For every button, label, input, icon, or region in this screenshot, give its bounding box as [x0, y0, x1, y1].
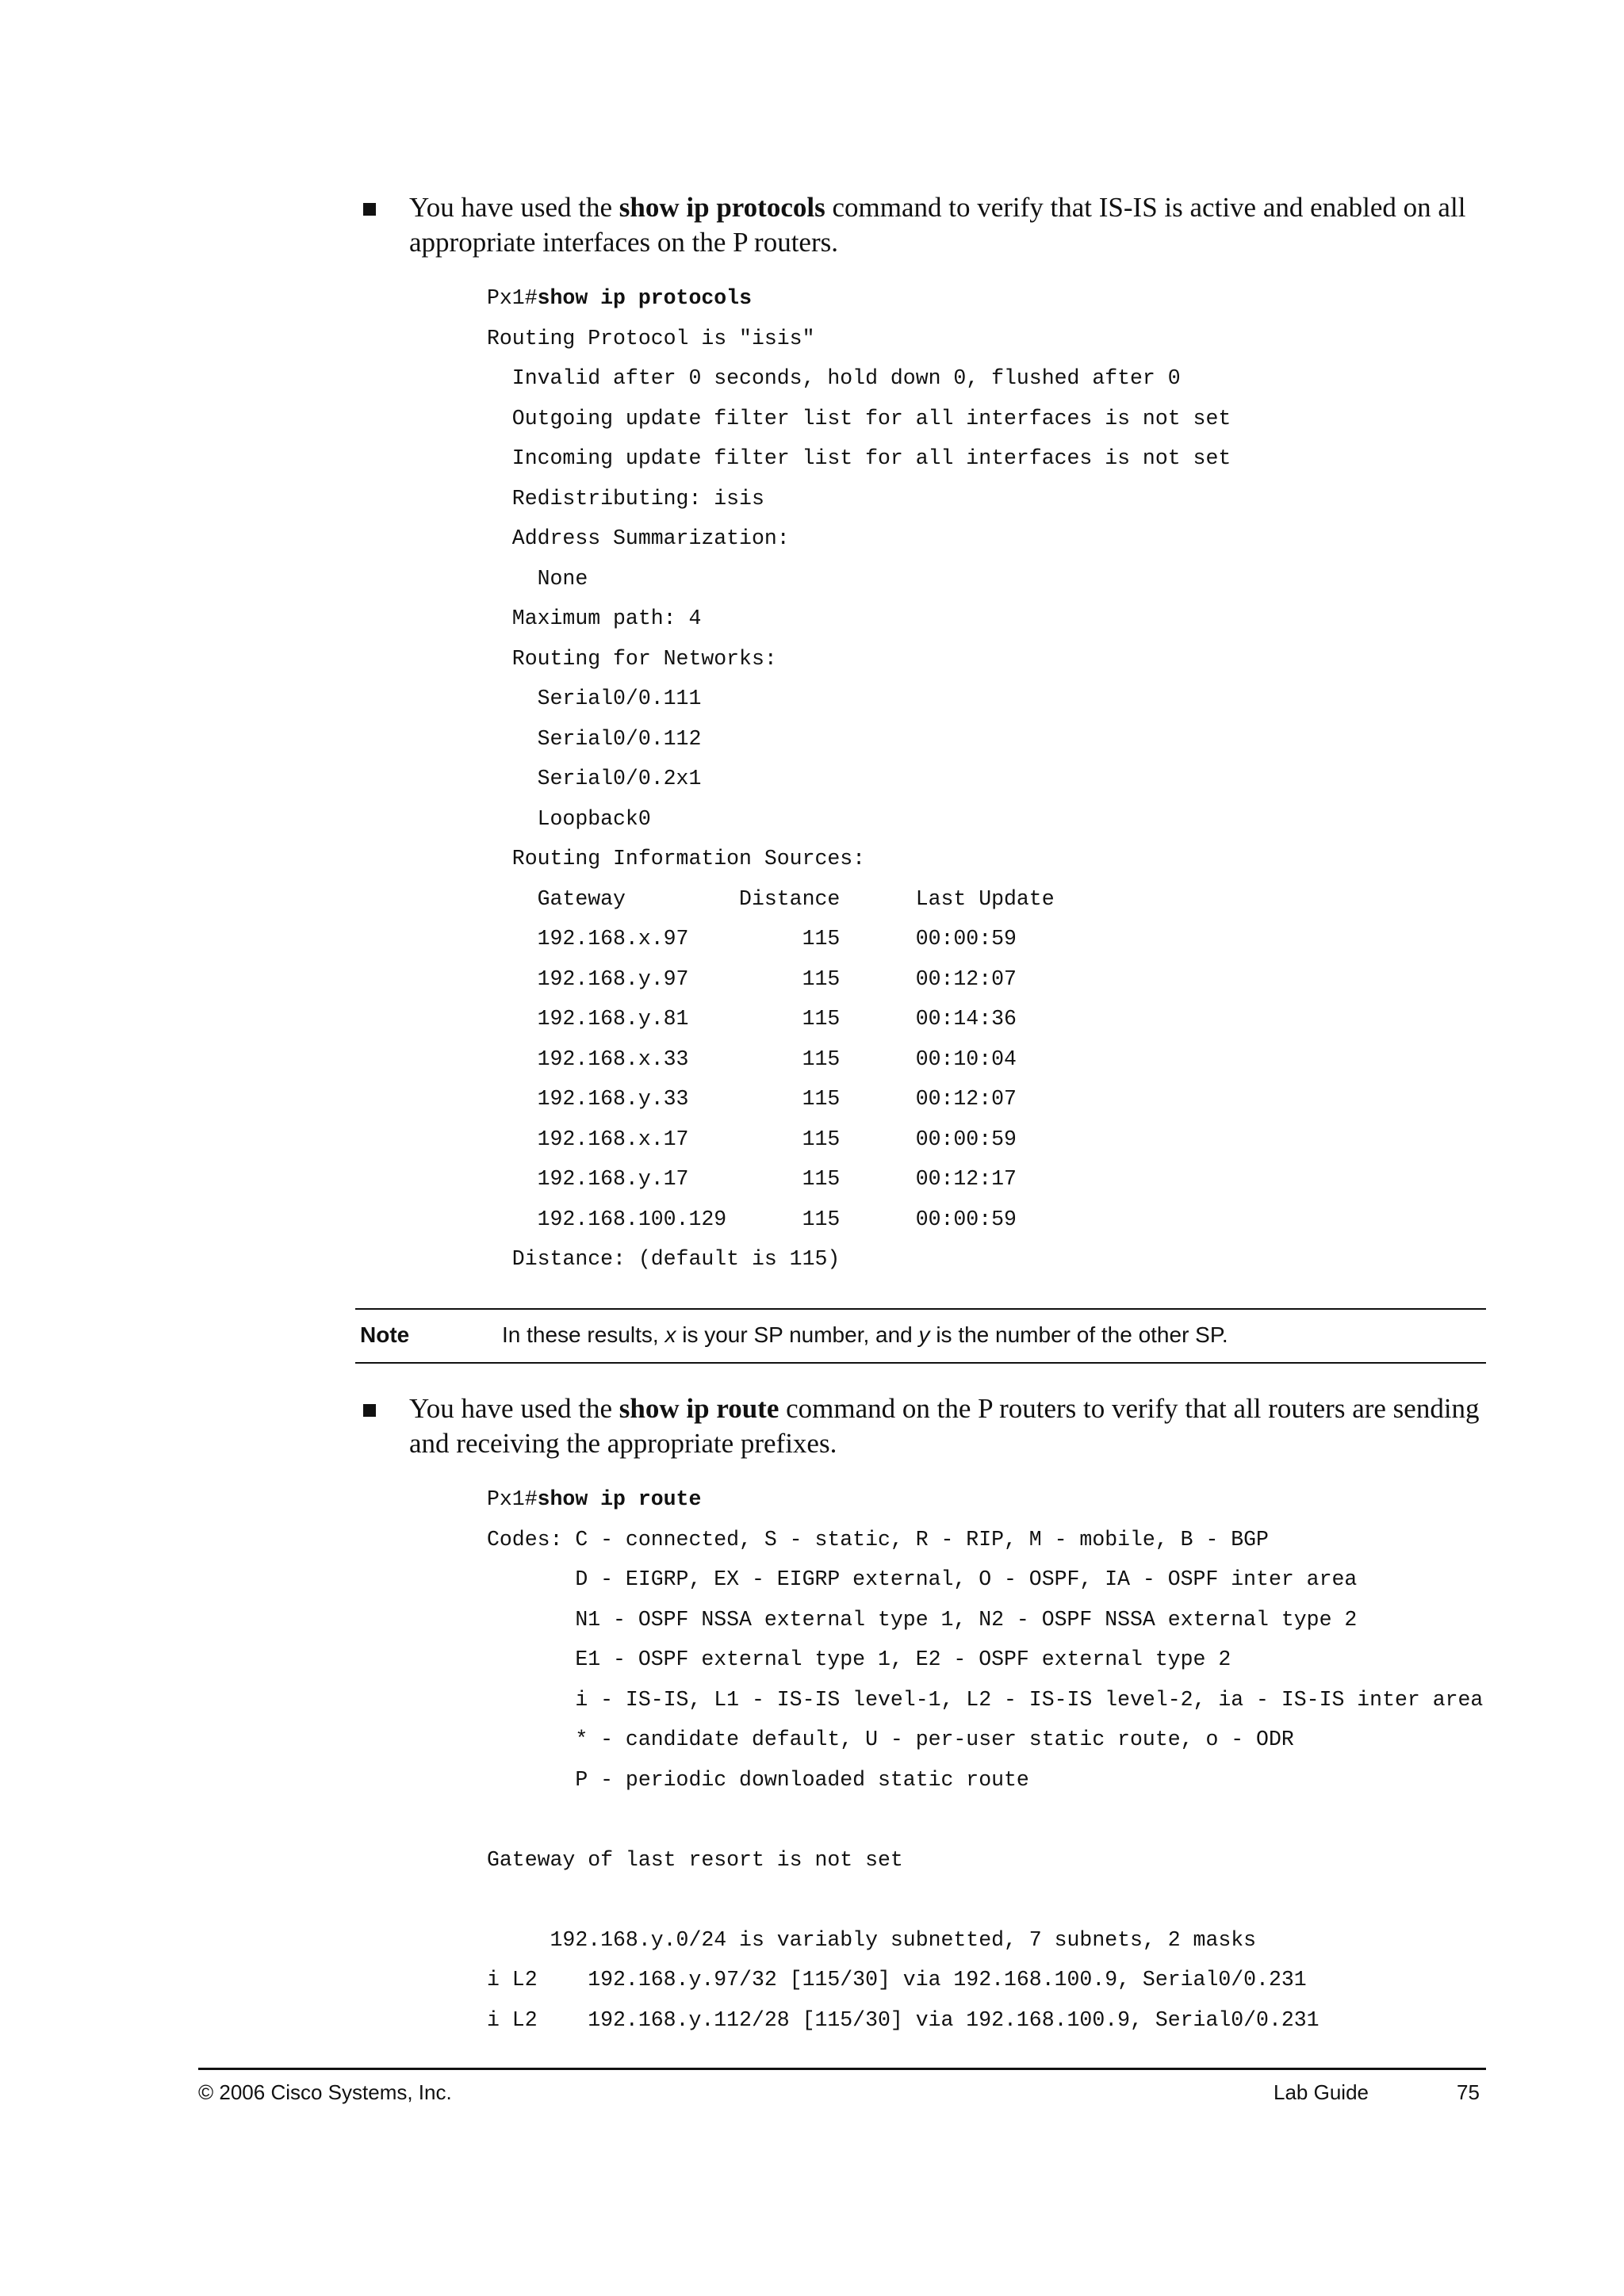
bullet-square-icon — [363, 203, 376, 216]
code-block-show-ip-route — [487, 1479, 1483, 2040]
code-line: Codes: C - connected, S - static, R - RIP, M - mobile, B - BGP — [487, 1527, 1269, 1552]
footer-rule — [198, 2068, 1486, 2070]
code-line: Serial0/0.2x1 — [487, 767, 702, 790]
code-line: Loopback0 — [487, 806, 651, 831]
code-line: 192.168.y.81 115 00:14:36 — [487, 1007, 1017, 1031]
code-output — [487, 327, 1231, 1272]
code-line: Incoming update filter list for all interfaces is not set — [487, 446, 1231, 470]
bullet-text: You have used the show ip protocols command to verify that IS-IS is active and enabled on all appropriate interfaces on the P routers. — [409, 192, 1466, 258]
code-line: 192.168.x.33 115 00:10:04 — [487, 1047, 1017, 1071]
cli-prompt: Px1# — [487, 1487, 538, 1511]
bullet-show-ip-protocols — [355, 190, 1497, 260]
code-line: 192.168.x.97 115 00:00:59 — [487, 927, 1017, 951]
bullet-text: You have used the show ip route command on the P routers to verify that all routers are sending and receiving the appropriate prefixes. — [409, 1393, 1480, 1459]
cli-prompt: Px1# — [487, 286, 538, 310]
code-line: Distance: (default is 115) — [487, 1247, 841, 1271]
footer-guide-label: Lab Guide — [1274, 2080, 1369, 2104]
footer-page-number: 75 — [1457, 2080, 1480, 2104]
code-line: 192.168.y.33 115 00:12:07 — [487, 1087, 1017, 1111]
footer-copyright: © 2006 Cisco Systems, Inc. — [198, 2080, 452, 2104]
code-line: 192.168.y.97 115 00:12:07 — [487, 966, 1017, 991]
note-text: In these results, x is your SP number, and y is the number of the other SP. — [502, 1322, 1228, 1347]
code-line: 192.168.x.17 115 00:00:59 — [487, 1127, 1017, 1151]
code-line: None — [487, 566, 588, 591]
code-line: Outgoing update filter list for all interfaces is not set — [487, 406, 1231, 430]
command-name: show ip protocols — [619, 192, 825, 223]
code-block-show-ip-protocols — [487, 278, 1231, 1280]
note-box — [355, 1308, 1486, 1364]
bullet-square-icon — [363, 1404, 376, 1417]
code-line: Address Summarization: — [487, 526, 790, 550]
bullet-show-ip-route — [355, 1391, 1497, 1461]
code-line: Gateway of last resort is not set — [487, 1847, 903, 1872]
code-line: i L2 192.168.y.97/32 [115/30] via 192.168.100.9, Serial0/0.231 — [487, 1968, 1307, 1992]
code-line: 192.168.y.0/24 is variably subnetted, 7 subnets, 2 masks — [487, 1927, 1257, 1952]
code-line: N1 - OSPF NSSA external type 1, N2 - OSPF NSSA external type 2 — [487, 1607, 1358, 1632]
code-line: Serial0/0.112 — [487, 726, 702, 751]
command-name: show ip route — [619, 1393, 779, 1424]
code-line: E1 - OSPF external type 1, E2 - OSPF external type 2 — [487, 1647, 1231, 1671]
code-line: Routing Information Sources: — [487, 847, 866, 871]
code-line: Invalid after 0 seconds, hold down 0, flushed after 0 — [487, 366, 1181, 390]
cli-command: show ip protocols — [537, 286, 752, 310]
code-line: 192.168.y.17 115 00:12:17 — [487, 1167, 1017, 1191]
code-line: Routing for Networks: — [487, 646, 777, 671]
code-line: 192.168.100.129 115 00:00:59 — [487, 1207, 1017, 1231]
cli-command: show ip route — [537, 1487, 702, 1511]
note-label: Note — [360, 1322, 410, 1347]
code-line: Routing Protocol is "isis" — [487, 326, 815, 350]
code-line: i - IS-IS, L1 - IS-IS level-1, L2 - IS-IS level-2, ia - IS-IS inter area — [487, 1687, 1484, 1712]
code-output — [487, 1528, 1483, 2032]
code-line: Maximum path: 4 — [487, 607, 702, 630]
code-line: Redistributing: isis — [487, 486, 764, 511]
code-line: P - periodic downloaded static route — [487, 1767, 1029, 1792]
code-line: Gateway Distance Last Update — [487, 886, 1055, 911]
code-line: Serial0/0.111 — [487, 687, 702, 710]
code-line: * - candidate default, U - per-user static route, o - ODR — [487, 1728, 1294, 1751]
code-line: D - EIGRP, EX - EIGRP external, O - OSPF, IA - OSPF inter area — [487, 1567, 1358, 1591]
code-line: i L2 192.168.y.112/28 [115/30] via 192.168.100.9, Serial0/0.231 — [487, 2007, 1320, 2032]
